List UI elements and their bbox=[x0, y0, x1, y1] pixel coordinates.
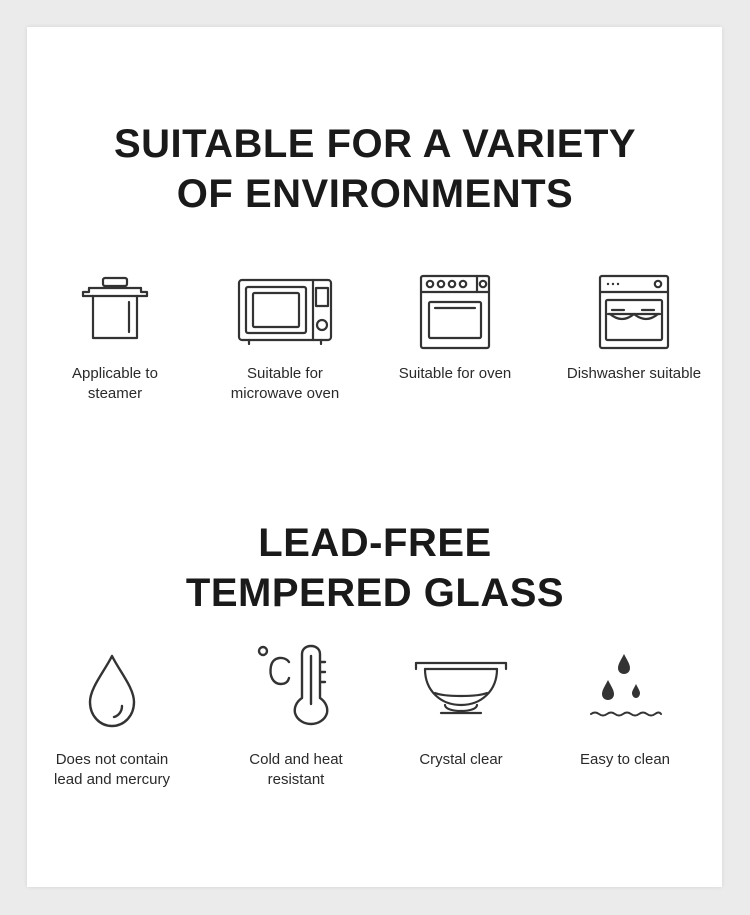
title-line: OF ENVIRONMENTS bbox=[176, 171, 574, 216]
feature-label: lead and mercury bbox=[54, 771, 170, 788]
feature-label: Crystal clear bbox=[419, 751, 503, 768]
feature-label: steamer bbox=[87, 385, 143, 402]
thermometer-icon bbox=[251, 640, 341, 730]
feature-label: Suitable for oven bbox=[398, 365, 512, 382]
feature-label: Cold and heat bbox=[249, 751, 343, 768]
feature-label: Dishwasher suitable bbox=[566, 365, 702, 382]
feature-label: Suitable for bbox=[247, 365, 323, 382]
feature-label: resistant bbox=[267, 771, 325, 788]
glass-bowl-icon bbox=[411, 655, 511, 720]
feature-label: microwave oven bbox=[230, 385, 340, 402]
water-drops-icon bbox=[585, 650, 665, 725]
feature-label: Does not contain bbox=[55, 751, 169, 768]
microwave-icon bbox=[235, 270, 335, 345]
feature-label: Easy to clean bbox=[579, 751, 671, 768]
steamer-pot-icon bbox=[75, 270, 155, 345]
dishwasher-icon bbox=[594, 270, 674, 350]
water-drop-icon bbox=[82, 650, 142, 730]
section-title-environments bbox=[0, 119, 750, 219]
oven-icon bbox=[415, 270, 495, 350]
section-title-lead-free bbox=[0, 518, 750, 618]
title-line: TEMPERED GLASS bbox=[185, 571, 565, 616]
title-line: LEAD-FREE bbox=[258, 521, 492, 566]
feature-label: Applicable to bbox=[72, 365, 158, 382]
title-line: SUITABLE FOR A VARIETY bbox=[113, 121, 637, 166]
